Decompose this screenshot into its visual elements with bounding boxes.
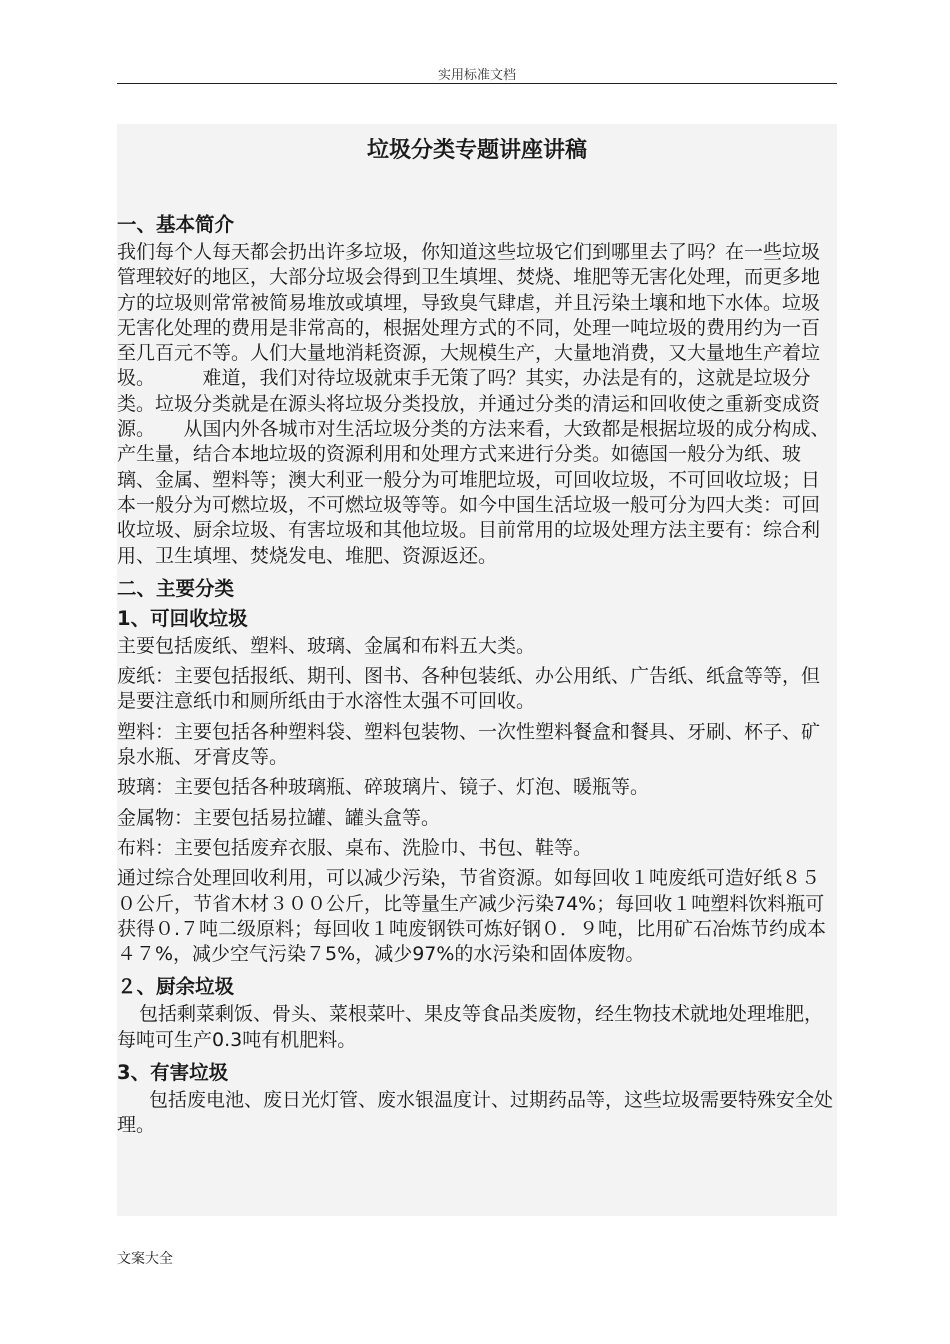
paragraph-glass: 玻璃：主要包括各种玻璃瓶、碎玻璃片、镜子、灯泡、暖瓶等。 xyxy=(117,776,650,799)
paragraph-metal: 金属物：主要包括易拉罐、罐头盒等。 xyxy=(117,806,441,829)
paragraph-recyclable-intro: 主要包括废纸、塑料、玻璃、金属和布料五大类。 xyxy=(117,634,536,657)
section-heading-categories: 二、主要分类 xyxy=(117,576,235,600)
paragraph-paper: 废纸：主要包括报纸、期刊、图书、各种包装纸、办公用纸、广告纸、纸盒等等，但是要注意纸巾和厕所纸由于水溶性太强不可回收。 xyxy=(117,665,821,713)
paragraph-kitchen: 包括剩菜剩饭、骨头、菜根菜叶、果皮等食品类废物，经生物技术就地处理堆肥，每吨可生产0.3吨有机肥料。 xyxy=(117,1003,824,1051)
subsection-heading-hazardous: 3、有害垃圾 xyxy=(117,1061,229,1085)
subsection-heading-recyclable: 1、可回收垃圾 xyxy=(117,606,248,630)
subsection-heading-kitchen: ２、厨余垃圾 xyxy=(117,975,235,999)
paragraph-hazardous: 包括废电池、废日光灯管、废水银温度计、过期药品等，这些垃圾需要特殊安全处理。 xyxy=(117,1089,834,1137)
header-divider xyxy=(117,83,837,84)
paragraph-recycling-benefit: 通过综合处理回收利用，可以减少污染，节省资源。如每回收１吨废纸可造好纸８５０公斤，节省木材３００公斤，比等量生产减少污染74%；每回收１吨塑料饮料瓶可获得０.７吨二级原料；每回收１吨废钢铁可炼好钢０．９吨，比用矿石冶炼节约成本４７%，减少空气污染７5%，减少97%的水污染和固体废物。 xyxy=(117,867,827,966)
page-footer: 文案大全 xyxy=(117,1251,173,1267)
paragraph-cloth: 布料：主要包括废弃衣服、桌布、洗脸巾、书包、鞋等。 xyxy=(117,836,593,859)
section-heading-intro: 一、基本简介 xyxy=(117,213,235,236)
document-title: 垃圾分类专题讲座讲稿 xyxy=(366,138,587,163)
paragraph-intro: 我们每个人每天都会扔出许多垃圾，你知道这些垃圾它们到哪里去了吗？在一些垃圾管理较好的地区，大部分垃圾会得到卫生填埋、焚烧、堆肥等无害化处理，而更多地方的垃圾则常常被简易堆放或填埋，导致臭气肆虐，并且污染土壤和地下水体。垃圾无害化处理的费用是非常高的，根据处理方式的不同，处理一吨垃圾的费用约为一百至几百元不等。人们大量地消耗资源，大规模生产，大量地消费，又大量地生产着垃圾。 难道，我们对待垃圾就束手无策了吗？其实，办法是有的，这就是垃圾分类。垃圾分类就是在源头将垃圾分类投放，并通过分类的清运和回收使之重新变成资源。 从国内外各城市对生活垃圾分类的方法来看，大致都是根据垃圾的成分构成、产生量，结合本地垃圾的资源利用和处理方式来进行分类。如德国一般分为纸、玻璃、金属、塑料等；澳大利亚一般分为可堆肥垃圾，可回收垃圾，不可回收垃圾；日本一般分为可燃垃圾，不可燃垃圾等等。如今中国生活垃圾一般可分为四大类：可回收垃圾、厨余垃圾、有害垃圾和其他垃圾。目前常用的垃圾处理方法主要有：综合利用、卫生填埋、焚烧发电、堆肥、资源返还。 xyxy=(117,241,830,567)
page-header: 实用标准文档 xyxy=(437,68,516,83)
paragraph-plastic: 塑料：主要包括各种塑料袋、塑料包装物、一次性塑料餐盒和餐具、牙刷、杯子、矿泉水瓶、牙膏皮等。 xyxy=(117,720,821,769)
document-body xyxy=(117,124,837,1216)
